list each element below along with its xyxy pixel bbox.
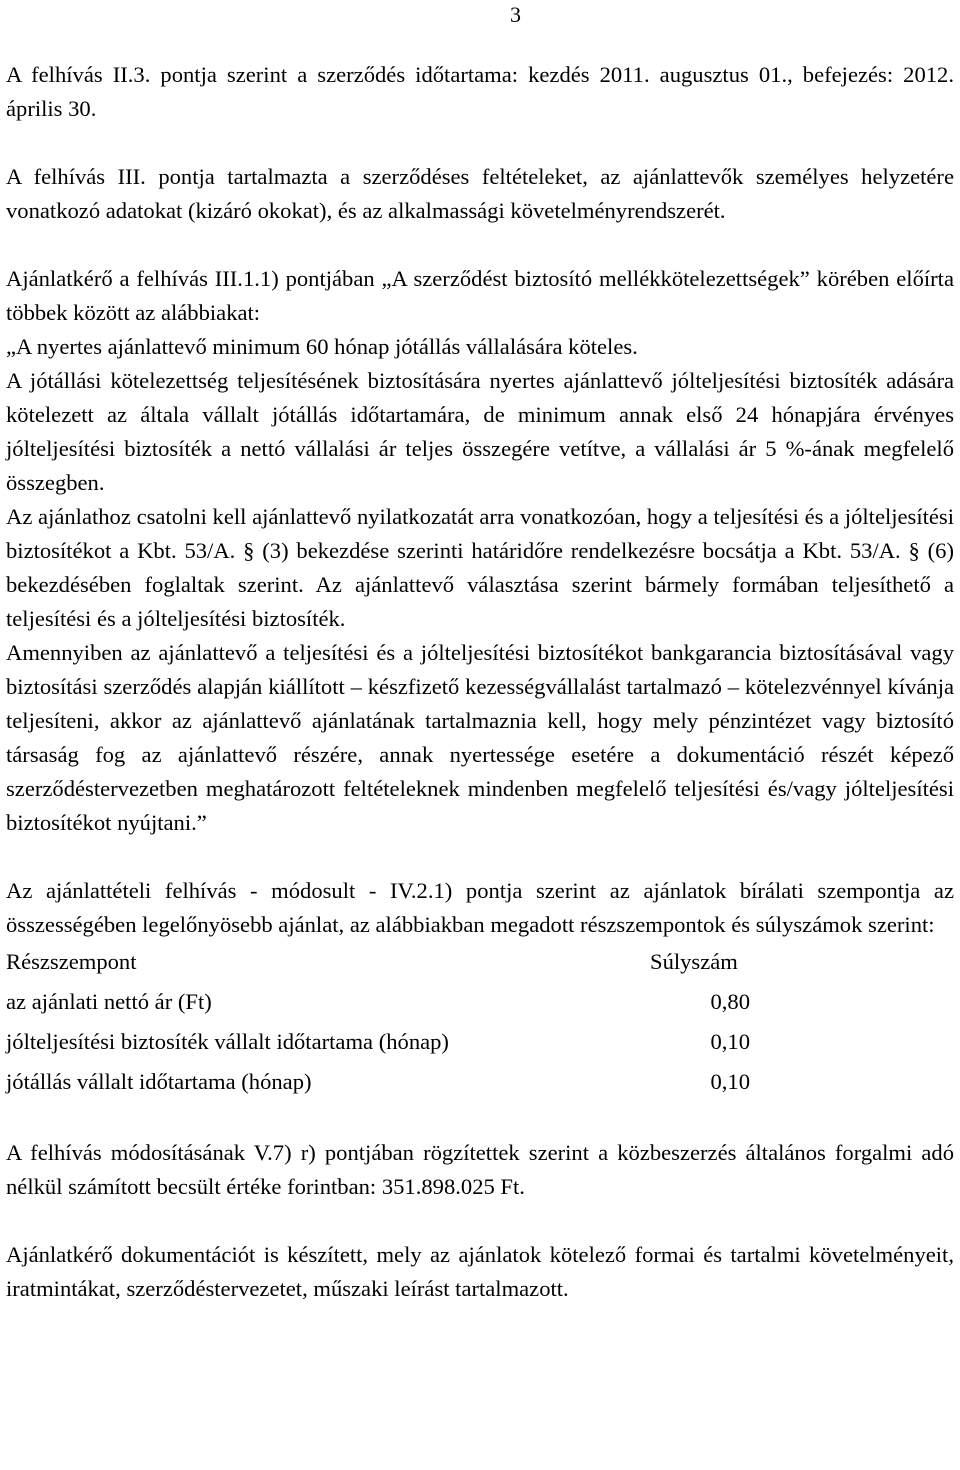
table-row [6, 982, 766, 1022]
paragraph-contract-conditions: A felhívás III. pontja tartalmazta a szerződéses feltételeket, az ajánlattevők személyes helyzetére vonatkozó adatokat (kizáró okokat), és az alkalmassági követelményrendszerét. [6, 164, 954, 223]
paragraph-contract-duration: A felhívás II.3. pontja szerint a szerződés időtartama: kezdés 2011. augusztus 01., befejezés: 2012. április 30. [6, 62, 954, 121]
paragraph-estimated-value: A felhívás módosításának V.7) r) pontjában rögzítettek szerint a közbeszerzés általános forgalmi adó nélkül számított becsült értéke forintban: 351.898.025 Ft. [6, 1140, 954, 1199]
criteria-header-criterion: Részszempont [6, 949, 137, 974]
criterion-weight: 0,80 [710, 989, 750, 1014]
table-row [6, 1022, 766, 1062]
criteria-table-header [6, 942, 766, 982]
criterion-name: jólteljesítési biztosíték vállalt időtartama (hónap) [6, 1029, 449, 1054]
paragraph-evaluation-criteria: Az ajánlattételi felhívás - módosult - IV.2.1) pontja szerint az ajánlatok bírálati szempontja az összességében legelőnyösebb ajánlat, az alábbiakban megadott részszempontok és súlyszámok szerint: [6, 878, 954, 937]
criterion-name: jótállás vállalt időtartama (hónap) [6, 1069, 312, 1094]
criteria-header-weight: Súlyszám [650, 949, 738, 974]
criteria-table [6, 942, 766, 1102]
table-row [6, 1062, 766, 1102]
paragraph-guarantee-declaration: Az ajánlathoz csatolni kell ajánlattevő nyilatkozatát arra vonatkozóan, hogy a teljesítési és a jólteljesítési biztosítékot a Kbt. 53/A. § (3) bekezdése szerinti határidőre rendelkezésre bocsátja a Kbt. 53/A. § (6) bekezdésében foglaltak szerint. Az ajánlattevő választása szerint bármely formában teljesíthető a teljesítési és a jólteljesítési biztosíték. [6, 504, 954, 631]
paragraph-documentation: Ajánlatkérő dokumentációt is készített, mely az ajánlatok kötelező formai és tartalmi követelményeit, iratmintákat, szerződéstervezetet, műszaki leírást tartalmazott. [6, 1242, 954, 1301]
paragraph-warranty-requirement: „A nyertes ajánlattevő minimum 60 hónap jótállás vállalására köteles. [6, 334, 638, 359]
paragraph-bank-guarantee: Amennyiben az ajánlattevő a teljesítési és a jólteljesítési biztosítékot bankgarancia biztosításával vagy biztosítási szerződés alapján kiállított – készfizető kezességvállalást tartalmazó – kötelezvénnyel kívánja teljesíteni, akkor az ajánlattevő ajánlatának tartalmaznia kell, hogy mely pénzintézet vagy biztosító társaság fog az ajánlattevő részére, annak nyertessége esetére a dokumentáció részét képező szerződéstervezetben meghatározott feltételeknek mindenben megfelelő teljesítési és/vagy jólteljesítési biztosítékot nyújtani.” [6, 640, 954, 835]
criterion-weight: 0,10 [710, 1069, 750, 1094]
paragraph-requirements-intro: Ajánlatkérő a felhívás III.1.1) pontjában „A szerződést biztosító mellékkötelezettségek” körében előírta többek között az alábbiakat: [6, 266, 954, 325]
criterion-weight: 0,10 [710, 1029, 750, 1054]
paragraph-performance-guarantee: A jótállási kötelezettség teljesítésének biztosítására nyertes ajánlattevő jólteljesítési biztosíték adására kötelezett az általa vállalt jótállás időtartamára, de minimum annak első 24 hónapjára érvényes jólteljesítési biztosíték a nettó vállalási ár teljes összegére vetítve, a vállalási ár 5 %-ának megfelelő összegben. [6, 368, 954, 495]
page-number: 3 [510, 2, 521, 27]
criterion-name: az ajánlati nettó ár (Ft) [6, 989, 212, 1014]
document-body [6, 58, 954, 1306]
